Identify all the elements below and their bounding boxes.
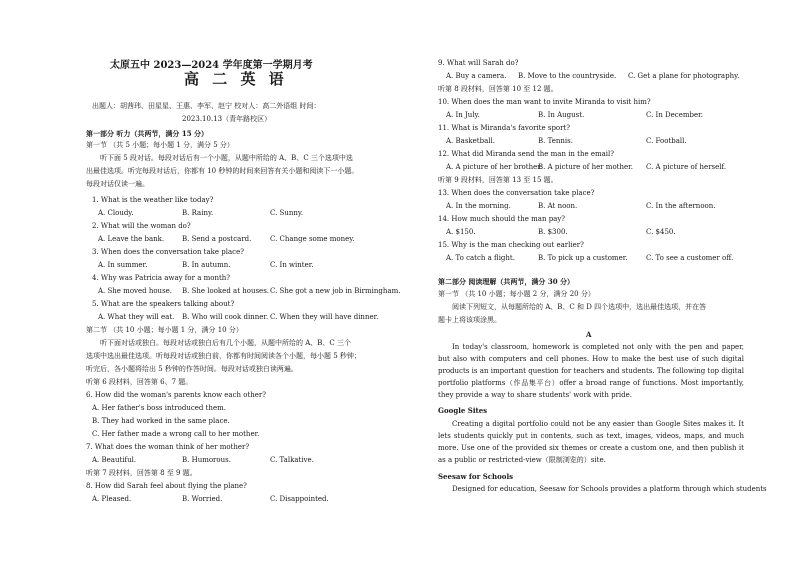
option-a[interactable]: A. Basketball. [446, 137, 495, 145]
option-c[interactable]: C. Her father made a wrong call to her mother. [92, 430, 260, 438]
option-a[interactable]: A. In summer. [98, 261, 148, 269]
option-b[interactable]: B. Send a postcard. [182, 235, 252, 243]
question-stem: 8. How did Sarah feel about flying the plane? [86, 482, 247, 490]
option-b[interactable]: B. Tennis. [538, 137, 573, 145]
question-stem: 3. When does the conversation take place? [92, 248, 244, 256]
option-a[interactable]: A. Cloudy. [98, 209, 134, 217]
option-b[interactable]: B. $300. [538, 228, 568, 236]
part2-section1-heading: 第一节 （共 10 小题；每小题 2 分，满分 20 分） [438, 290, 595, 298]
option-b[interactable]: B. She looked at houses. [182, 287, 270, 295]
dialog-note: 听第 7 段材料，回答第 8 至 9 题。 [86, 469, 197, 477]
instructions-text: 选项中选出最佳选项。听每段对话或独白前，你都有时间阅读各个小题，每小题 5 秒钟； [86, 352, 361, 360]
instructions-text: 出最佳选项。听完每段对话后，你都有 10 秒钟的时间来回答有关小题和阅读下一小题。 [86, 167, 359, 175]
dialog-note: 听第 6 段材料，回答第 6、7 题。 [86, 378, 193, 386]
question-stem: 12. What did Miranda send the man in the email? [438, 150, 615, 158]
part1-section1-heading: 第一节 （共 5 小题；每小题 1 分，满分 5 分） [86, 141, 234, 149]
option-c[interactable]: C. In winter. [270, 261, 314, 269]
instructions-text: 听下面对话或独白。每段对话或独白后有几个小题，从题中所给的 A、B、C 三个 [100, 339, 352, 347]
option-a[interactable]: A. What they will eat. [98, 313, 175, 321]
question-stem: 14. How much should the man pay? [438, 215, 566, 223]
part1-heading: 第一部分 听力（共两节，满分 15 分） [86, 129, 209, 138]
question-stem: 2. What will the woman do? [92, 222, 191, 230]
question-stem: 4. Why was Patricia away for a month? [92, 274, 231, 282]
seesaw-heading: Seesaw for Schools [438, 472, 514, 481]
dialog-note: 听第 9 段材料，回答第 13 至 15 题。 [438, 176, 558, 184]
option-c[interactable]: C. To see a customer off. [646, 254, 734, 262]
question-stem: 6. How did the woman's parents know each other? [86, 391, 267, 399]
passage-label: A [586, 330, 592, 339]
option-a[interactable]: A. Leave the bank. [98, 235, 165, 243]
authors-line: 出题人：胡茜玮、田星星、王惠、李军、赵宁 校对人：高二外语组 时间： [92, 102, 321, 110]
option-a[interactable]: A. Buy a camera. [446, 72, 507, 80]
option-a[interactable]: A. In the morning. [446, 202, 511, 210]
option-c[interactable]: C. Sunny. [270, 209, 304, 217]
question-stem: 11. What is Miranda's favorite sport? [438, 124, 571, 132]
option-a[interactable]: A. A picture of her brother. [446, 163, 543, 171]
option-c[interactable]: C. She got a new job in Birmingham. [270, 287, 401, 295]
option-b[interactable]: B. At noon. [538, 202, 578, 210]
google-sites-text: Creating a digital portfolio could not be any easier than Google Sites makes it. It lets students quickly put in contents, such as text, images, videos, maps, and much more. Use one of the provided six themes or create a custom one, and then publish it as a public or restricted-view（限制浏览的）site. [438, 420, 744, 464]
option-b[interactable]: B. Worried. [182, 495, 223, 503]
option-b[interactable]: B. To pick up a customer. [538, 254, 628, 262]
option-b[interactable]: B. Humorous. [182, 456, 231, 464]
question-stem: 5. What are the speakers talking about? [92, 300, 235, 308]
option-c[interactable]: C. Football. [646, 137, 687, 145]
part2-heading: 第二部分 阅读理解（共两节，满分 30 分） [438, 277, 575, 286]
instructions-text: 听下面 5 段对话。每段对话后有一个小题，从题中所给的 A、B、C 三个选项中选 [100, 154, 353, 162]
google-sites-heading: Google Sites [438, 406, 488, 415]
question-stem: 10. When does the man want to invite Miranda to visit him? [438, 98, 651, 106]
part1-section2-heading: 第二节 （共 10 小题；每小题 1 分，满分 10 分） [86, 326, 243, 334]
question-stem: 13. When does the conversation take place? [438, 189, 595, 197]
subject-title: 高 二 英 语 [184, 70, 288, 88]
seesaw-text: Designed for education, Seesaw for Schools provides a platform through which students [452, 485, 767, 493]
instructions-text: 题卡上将该项涂黑。 [438, 316, 501, 324]
option-c[interactable]: C. $450. [646, 228, 676, 236]
question-stem: 7. What does the woman think of her mother? [86, 443, 250, 451]
option-c[interactable]: C. Change some money. [270, 235, 355, 243]
school-title: 太原五中 2023—2024 学年度第一学期月考 [110, 60, 313, 71]
option-b[interactable]: B. Move to the countryside. [518, 72, 617, 80]
option-a[interactable]: A. In July. [446, 111, 480, 119]
passage-intro: In today's classroom, homework is completed not only with the pen and paper, but also with computers and cell phones. How to make the best use of such digital products is an important question for teachers and students. The following top digital portfolio platforms（作品集平台）offer a broad range of functions. Most importantly, they provide a way to share students' work with pride. [438, 343, 744, 399]
option-a[interactable]: A. Beautiful. [92, 456, 137, 464]
instructions-text: 阅读下列短文，从每题所给的 A、B、C 和 D 四个选项中，选出最佳选项，并在答 [452, 303, 707, 311]
option-c[interactable]: C. Talkative. [270, 456, 314, 464]
option-a[interactable]: A. To catch a flight. [446, 254, 515, 262]
option-c[interactable]: C. When they will have dinner. [270, 313, 379, 321]
dialog-note: 听第 8 段材料，回答第 10 至 12 题。 [438, 85, 558, 93]
option-a[interactable]: A. Pleased. [92, 495, 132, 503]
option-c[interactable]: C. In December. [646, 111, 703, 119]
option-b[interactable]: B. Who will cook dinner. [182, 313, 269, 321]
option-c[interactable]: C. Get a plane for photography. [628, 72, 740, 80]
question-stem: 9. What will Sarah do? [438, 59, 519, 67]
option-a[interactable]: A. She moved house. [98, 287, 173, 295]
option-b[interactable]: B. They had worked in the same place. [92, 417, 230, 425]
instructions-text: 每段对话仅读一遍。 [86, 180, 149, 188]
question-stem: 1. What is the weather like today? [92, 196, 214, 204]
option-c[interactable]: C. Disappointed. [270, 495, 329, 503]
exam-date: 2023.10.13（青年路校区） [182, 115, 272, 123]
option-a[interactable]: A. Her father's boss introduced them. [92, 404, 226, 412]
option-c[interactable]: C. A picture of herself. [646, 163, 727, 171]
option-b[interactable]: B. In August. [538, 111, 585, 119]
option-b[interactable]: B. In autumn. [182, 261, 231, 269]
instructions-text: 听完后，各小题将给出 5 秒钟的作答时间。每段对话或独白读两遍。 [86, 365, 298, 373]
option-b[interactable]: B. A picture of her mother. [538, 163, 633, 171]
question-stem: 15. Why is the man checking out earlier? [438, 241, 584, 249]
option-a[interactable]: A. $150. [446, 228, 476, 236]
option-b[interactable]: B. Rainy. [182, 209, 214, 217]
option-c[interactable]: C. In the afternoon. [646, 202, 716, 210]
